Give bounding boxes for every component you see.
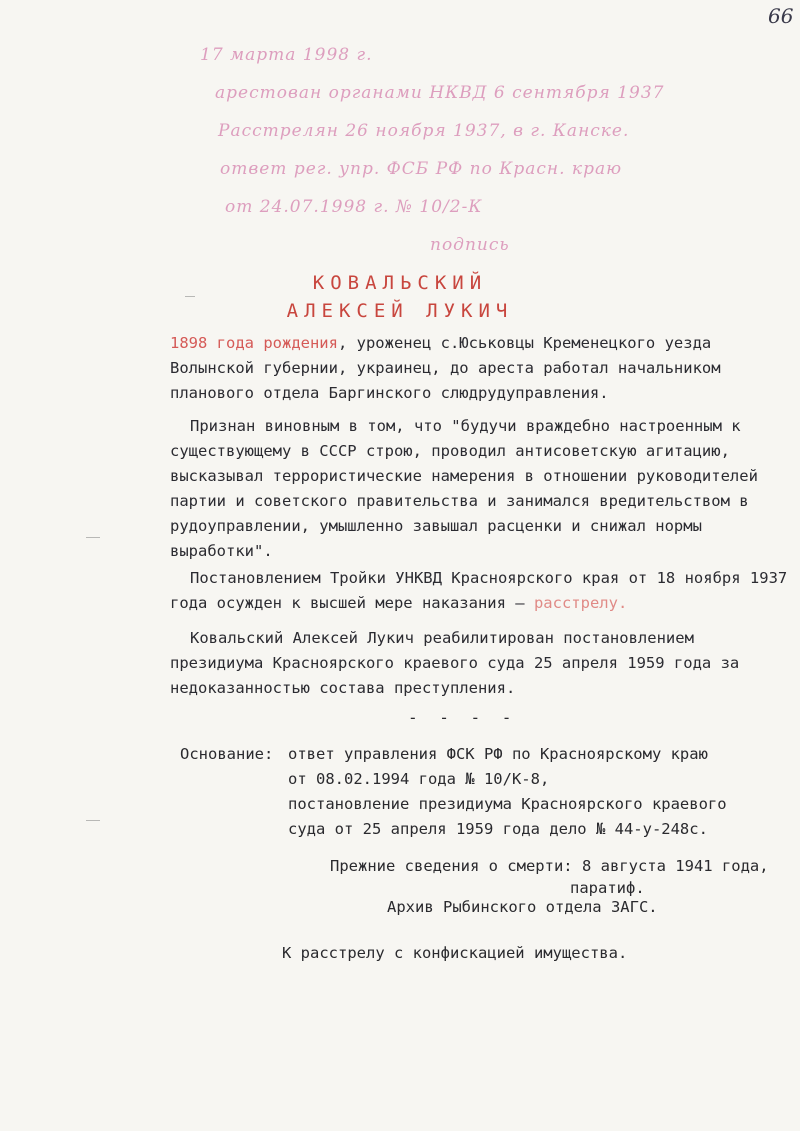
- handwritten-note: [200, 36, 790, 264]
- person-names: АЛЕКСЕЙ ЛУКИЧ: [286, 300, 514, 322]
- page-number: 66: [768, 4, 794, 28]
- basis-line: постановление президиума Красноярского краевого: [288, 795, 727, 813]
- handwritten-signature: подпись: [430, 235, 510, 255]
- handwritten-line: от 24.07.1998 г. № 10/2-К: [225, 197, 483, 217]
- charge-paragraph: [170, 414, 790, 564]
- previous-death-cause: паратиф.: [570, 879, 645, 897]
- rehabilitation-text: Ковальский Алексей Лукич реабилитирован постановлением президиума Красноярского краевого суда 25 апреля 1959 года за недоказанностью состава преступления.: [170, 629, 740, 697]
- margin-mark: [185, 296, 195, 297]
- sentence-text: Постановлением Тройки УНКВД Красноярского края от 18 ноября 1937 года осужден к высшей мере наказания –: [170, 569, 788, 612]
- basis-line: ответ управления ФСК РФ по Красноярскому краю: [288, 745, 708, 763]
- previous-death-info: [330, 855, 790, 899]
- margin-mark: [86, 537, 100, 538]
- handwritten-line: арестован органами НКВД 6 сентября 1937: [215, 83, 665, 103]
- biography-text: , уроженец с.Юськовцы Кременецкого уезда Волынской губернии, украинец, до ареста работал начальником планового отдела Баргинского слюдрудуправления.: [170, 334, 721, 402]
- previous-death-line: Прежние сведения о смерти: 8 августа 1941 года,: [330, 857, 769, 875]
- handwritten-line: ответ рег. упр. ФСБ РФ по Красн. краю: [220, 159, 623, 179]
- basis-line: от 08.02.1994 года № 10/К-8,: [288, 770, 550, 788]
- handwritten-line: Расстрелян 26 ноября 1937, в г. Канске.: [218, 121, 630, 141]
- basis-line: суда от 25 апреля 1959 года дело № 44-у-248с.: [288, 820, 708, 838]
- margin-mark: [86, 820, 100, 821]
- handwritten-line: 17 марта 1998 г.: [200, 45, 373, 65]
- biography-paragraph: [170, 331, 790, 406]
- person-surname: КОВАЛЬСКИЙ: [312, 272, 488, 294]
- archive-source: Архив Рыбинского отдела ЗАГС.: [387, 898, 658, 916]
- confiscation-note: К расстрелу с конфискацией имущества.: [282, 944, 628, 962]
- basis-label: Основание:: [180, 745, 274, 763]
- charge-text: Признан виновным в том, что "будучи враждебно настроенным к существующему в СССР строю, проводил антисоветскую агитацию, высказывал террористические намерения в отношении руководителей партии и советского правительства и занимался вредительством в рудоуправлении, умышленно завышал расценки и снижал нормы выработки".: [170, 417, 758, 560]
- separator: - - - -: [408, 708, 518, 727]
- sentence-paragraph: [170, 566, 790, 616]
- birth-year: 1898 года рождения: [170, 334, 338, 352]
- sentence-verdict: расстрелу.: [533, 594, 628, 612]
- rehabilitation-paragraph: [170, 626, 790, 701]
